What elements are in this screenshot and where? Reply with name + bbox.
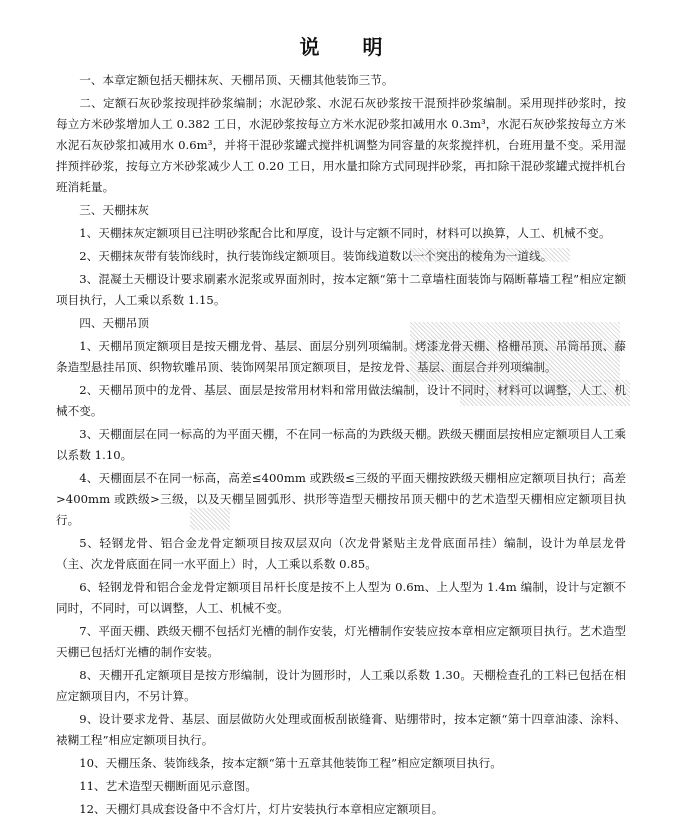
paragraph: 6、轻钢龙骨和铝合金龙骨定额项目吊杆长度是按不上人型为 0.6m、上人型为 1.4m 编制，设计与定额不同时，不同时，可以调整，人工、机械不变。 [56, 580, 626, 615]
paragraph: 1、天棚抹灰定额项目已注明砂浆配合比和厚度，设计与定额不同时，材料可以换算，人工、机械不变。 [79, 226, 611, 240]
paragraph: 3、天棚面层在同一标高的为平面天棚，不在同一标高的为跌级天棚。跌级天棚面层按相应定额项目人工乘以系数 1.10。 [56, 427, 626, 462]
paragraph: 2、天棚吊顶中的龙骨、基层、面层是按常用材料和常用做法编制，设计不同时，材料可以调整，人工、机械不变。 [56, 383, 626, 418]
page-title: 说 明 [299, 35, 401, 59]
paragraph: 12、天棚灯具成套设备中不含灯片，灯片安装执行本章相应定额项目。 [79, 802, 444, 816]
paragraph: 11、艺术造型天棚断面见示意图。 [79, 779, 258, 793]
paragraph: 3、混凝土天棚设计要求刷素水泥浆或界面剂时，按本定额“第十二章墙柱面装饰与隔断幕墙工程”相应定额项目执行，人工乘以系数 1.15。 [56, 272, 626, 307]
paragraph: 4、天棚面层不在同一标高，高差≤400mm 或跌级≤三级的平面天棚按跌级天棚相应定额项目执行；高差>400mm 或跌级>三级，以及天棚呈圆弧形、拱形等造型天棚按吊顶天棚中的艺术造型天棚相应定额项目执行。 [56, 471, 626, 527]
paragraph: 10、天棚压条、装饰线条，按本定额“第十五章其他装饰工程”相应定额项目执行。 [79, 756, 502, 770]
paragraph: 5、轻钢龙骨、铝合金龙骨定额项目按双层双向（次龙骨紧贴主龙骨底面吊挂）编制，设计为单层龙骨（主、次龙骨底面在同一水平面上）时，人工乘以系数 0.85。 [56, 536, 626, 571]
paragraph: 9、设计要求龙骨、基层、面层做防火处理或面板刮嵌缝膏、贴绷带时，按本定额“第十四章油漆、涂料、裱糊工程”相应定额项目执行。 [56, 712, 626, 747]
paragraph: 1、天棚吊顶定额项目是按天棚龙骨、基层、面层分别列项编制。烤漆龙骨天棚、格栅吊顶、吊筒吊顶、藤条造型悬挂吊顶、织物软雕吊顶、装饰网架吊顶定额项目，是按龙骨、基层、面层合并列项编制。 [56, 339, 626, 374]
paragraph: 二、定额石灰砂浆按现拌砂浆编制；水泥砂浆、水泥石灰砂浆按干混预拌砂浆编制。采用现拌砂浆时，按每立方米砂浆增加人工 0.382 工日，水泥砂浆按每立方米水泥砂浆扣减用水 0.3m³，水泥石灰砂浆按每立方米水泥石灰砂浆扣减用水 0.6m³，并将干混砂浆罐式搅拌机调整为同容量的灰浆搅拌机，台班用量不变。采用湿拌预拌砂浆，按每立方米砂浆减少人工 0.20 工日，用水量扣除方式同现拌砂浆，再扣除干混砂浆罐式搅拌机台班消耗量。 [56, 96, 626, 194]
document-body [56, 70, 626, 820]
paragraph: 7、平面天棚、跌级天棚不包括灯光槽的制作安装，灯光槽制作安装应按本章相应定额项目执行。艺术造型天棚已包括灯光槽的制作安装。 [56, 624, 626, 659]
paragraph: 8、天棚开孔定额项目是按方形编制，设计为圆形时，人工乘以系数 1.30。天棚检查孔的工料已包括在相应定额项目内，不另计算。 [56, 668, 626, 703]
section-heading: 三、天棚抹灰 [79, 203, 150, 217]
paragraph: 一、本章定额包括天棚抹灰、天棚吊顶、天棚其他装饰三节。 [79, 73, 394, 87]
section-heading: 四、天棚吊顶 [79, 316, 150, 330]
paragraph: 2、天棚抹灰带有装饰线时，执行装饰线定额项目。装饰线道数以一个突出的棱角为一道线。 [79, 249, 553, 263]
